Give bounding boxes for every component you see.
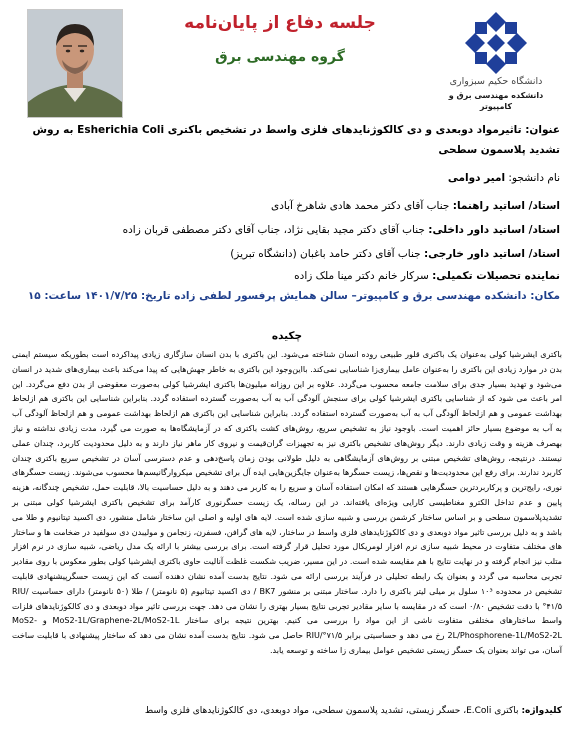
keywords-row <box>12 704 562 718</box>
keywords-value: باکتری E.Coli، حسگر زیستی، تشدید پلاسمون سطحی، مواد دوبعدی، دی کالکوژنایدهای فلزی واسط <box>144 706 519 716</box>
student-label: نام دانشجو: <box>508 172 560 184</box>
supervisor-row <box>14 196 560 216</box>
external-referee-row <box>14 244 560 264</box>
title-block <box>180 12 380 66</box>
supervisor-value: جناب آقای دکتر محمد هادی شاهرخ آبادی <box>270 200 450 212</box>
university-name: دانشگاه حکیم سبزواری <box>449 76 543 87</box>
graduate-rep-value: سرکار خانم دکتر مینا ملک زاده <box>294 270 429 282</box>
keywords-label: کلیدواژه: <box>521 706 562 716</box>
main-title: جلسه دفاع از پایان‌نامه <box>184 13 376 33</box>
thesis-title-label: عنوان: <box>525 124 560 136</box>
place-date-row: مکان: دانشکده مهندسی برق و کامپیوتر– سالن همایش پرفسور لطفی زاده تاریخ: ۱۴۰۱/۷/۲۵ ساعت: ۱۵ <box>27 290 560 302</box>
portrait-image <box>28 10 122 117</box>
internal-referee-label: استاد/ اساتید داور داخلی: <box>428 224 560 236</box>
graduate-rep-label: نماینده تحصیلات تکمیلی: <box>432 270 560 282</box>
student-row <box>14 168 560 188</box>
thesis-title-value: تاثیرمواد دوبعدی و دی کالکوژنایدهای فلزی واسط در تشخیص باکتری Esherichia Coli به روش تشدید پلاسمون سطحی <box>32 124 560 156</box>
internal-referee-row <box>14 220 560 240</box>
graduate-rep-row <box>14 266 560 286</box>
header <box>0 0 574 120</box>
abstract-heading: چکیده <box>271 330 303 342</box>
faculty-name: دانشکده مهندسی برق و کامپیوتر <box>448 91 544 111</box>
supervisor-label: استاد/ اساتید راهنما: <box>452 200 560 212</box>
external-referee-value: جناب آقای دکتر حامد باغبان (دانشگاه تبریز) <box>230 248 421 260</box>
department-title: گروه مهندسی برق <box>215 49 345 65</box>
info-section <box>14 120 560 306</box>
university-emblem-icon <box>463 10 529 76</box>
abstract-text: باکتری ایشرشیا کولی به‌عنوان یک باکتری قلور طبیعی روده انسان شناخته می‌شود. این باکتری با بدن انسان سازگاری زیادی پیداکرده است بطوریکه سیستم ایمنی بدن در موارد زیادی این باکتری را به‌عنوان عامل بیماری‌زا شناسایی نمی‌کند. بااین‌وجود این باکتری به خاطر جهش‌هایی که پیدا می‌کند باعث بیماری‌های شدید در انسان می‌شود و تهدید بسیار جدی برای سلامت جامعه محسوب می‌گردد. علاوه بر این روزانه میلیون‌ها باکتری ایشرشیا کولی به‌صورت معقوضی از بدن دفع می‌گردد. این امر باعث می شود که از شناسایی باکتری ایشرشیا کولی برای سنجش آلودگی آب به آب به‌صورت گسترده استفاده گردد. بنابراین شناسایی این باکتری هم ازلحاظ بهداشت عمومی و هم ازلحاظ آلودگی آب به آب به‌صورت گسترده استفاده گردد. بنابراین شناسایی این باکتری هم ازلحاظ بهداشت عمومی و هم ازلحاظ آلودگی آب به آب به موضوع بسیار حائز اهمیت است. باوجود نیاز به تشخیص سریع، روش‌های کشت باکتری که در آزمایشگاه‌ها به صورت می گیرد، مدت زیادی نداشته و نیاز بهصرف هزینه و وقت زیادی دارند. دیگر روش‌های تشخیص باکتری نیز به تجهیزات گران‌قیمت و نیروی کار ماهر نیاز دارند و به دلیل محدودیت کاربرد، چندان عملی نیستند. درنتیجه، روش‌های تشخیص مبتنی بر روش‌های آزمایشگاهی به دلیل طولانی بودن زمان پاسخ‌دهی و عدم دسترسی آسان در تشخیص سریع باکتری چندان کاربرد ندارند. برای رفع این محدودیت‌ها و نقص‌ها، زیست حسگرها به‌عنوان جایگزین‌هایی ایده آل برای تشخیص میکروارگانیسم‌ها محسوب می‌شوند. زیست حسگرهای نوری، رایج‌ترین و پرکاربردترین حسگرهایی هستند که امکان استفاده آسان و سریع را به کاربر می دهند و به دلیل حساسیت بالا، قابلیت حمل، تشخیص چندگانه، هزینه پایین و عدم تداخل الکترو مغناطیسی کارایی ویژه‌ای یافته‌اند. در این رساله، یک زیست حسگرنوری کارآمد برای تشخیص باکتری ایشرشیا کولی مبتنی بر تشدیدپلاسمون سطحی و بر اساس ساختار کرشمن بررسی و شبیه سازی شده است. لایه های اولیه و اصلی این ساختار شامل منشور، دی اکسید تیتانیوم و طلا می باشد و به دلیل بررسی تاثیر مواد دوبعدی و دی کالکوژنایدهای فلزی واسط در ساختار، لایه های گرافن، فسفرن، زنجامن و مولیبدن دی سولفید در ضخامت ها و ساختار های مختلف متفاوت در محیط شبیه سازی نرم افزار لومریکال مورد تحلیل قرار گرفته است. برای بررسی بیشتر با ارائه یک مدل ریاضی، شبیه سازی در نرم افزار متلب نیز انجام گرفته و در نهایت نتایج با هم مقایسه شده است. در این مسیر، ضریب شکست غلظت آنالیت حاوی باکتری ایشرشیا کولی بطور معکوس با روی مقادیر تجربی محاسبه می گردد و بعنوان یک رابطه تحلیلی در فرآیند بررسی ارائه می شود. نتایج بدست آمده نشان دهنده آنست که این زیست حسگرپیشنهادی قابلیت تشخیص در محدوده ۱۰³ سلول بر میلی لیتر باکتری را دارد. ساختار مبتنی بر منشور BK7 / دی اکسید تیتانیوم (۵ نانومتر) / طلا (۵۰ نانومتر) دارای حساسیت RIU/°۴۱/۵ با دقت تشخیص ۰/۸۰ است که در مقایسه با سایر مقادیر تجربی نتایج بسیار بهتری را نشان می دهد. جهت بررسی تاثیر مواد دوبعدی و دی کالکوژنایدهای فلزات واسط ساختارهای مختلفی متفاوت ناشی از این مواد را بررسی می کنیم. بهترین نتیجه برای ساختار MoS2-1L/Graphene-2L/MoS2-1L و MoS2-2L/Phosphorene-1L/MoS2-2L رخ می دهد و حساسیتی برابر RIU/°۷۱/۵ حاصل می شود. نتایج بدست آمده نشان می دهد که ساختار پیشنهادی با قابلیت ساخت آسان، می تواند بعنوان یک حسگر زیستی تشخیص عوامل بیماری زا ساخته و توسعه یابد. <box>12 350 563 655</box>
external-referee-label: استاد/ اساتید داور خارجی: <box>423 248 560 260</box>
internal-referee-value: جناب آقای دکتر مجید بقایی نژاد، جناب آقای دکتر مصطفی قربان زاده <box>122 224 425 236</box>
student-value: امیر دوامی <box>447 172 506 184</box>
university-logo <box>436 10 556 118</box>
thesis-title-row <box>14 120 560 160</box>
student-photo <box>27 9 123 118</box>
